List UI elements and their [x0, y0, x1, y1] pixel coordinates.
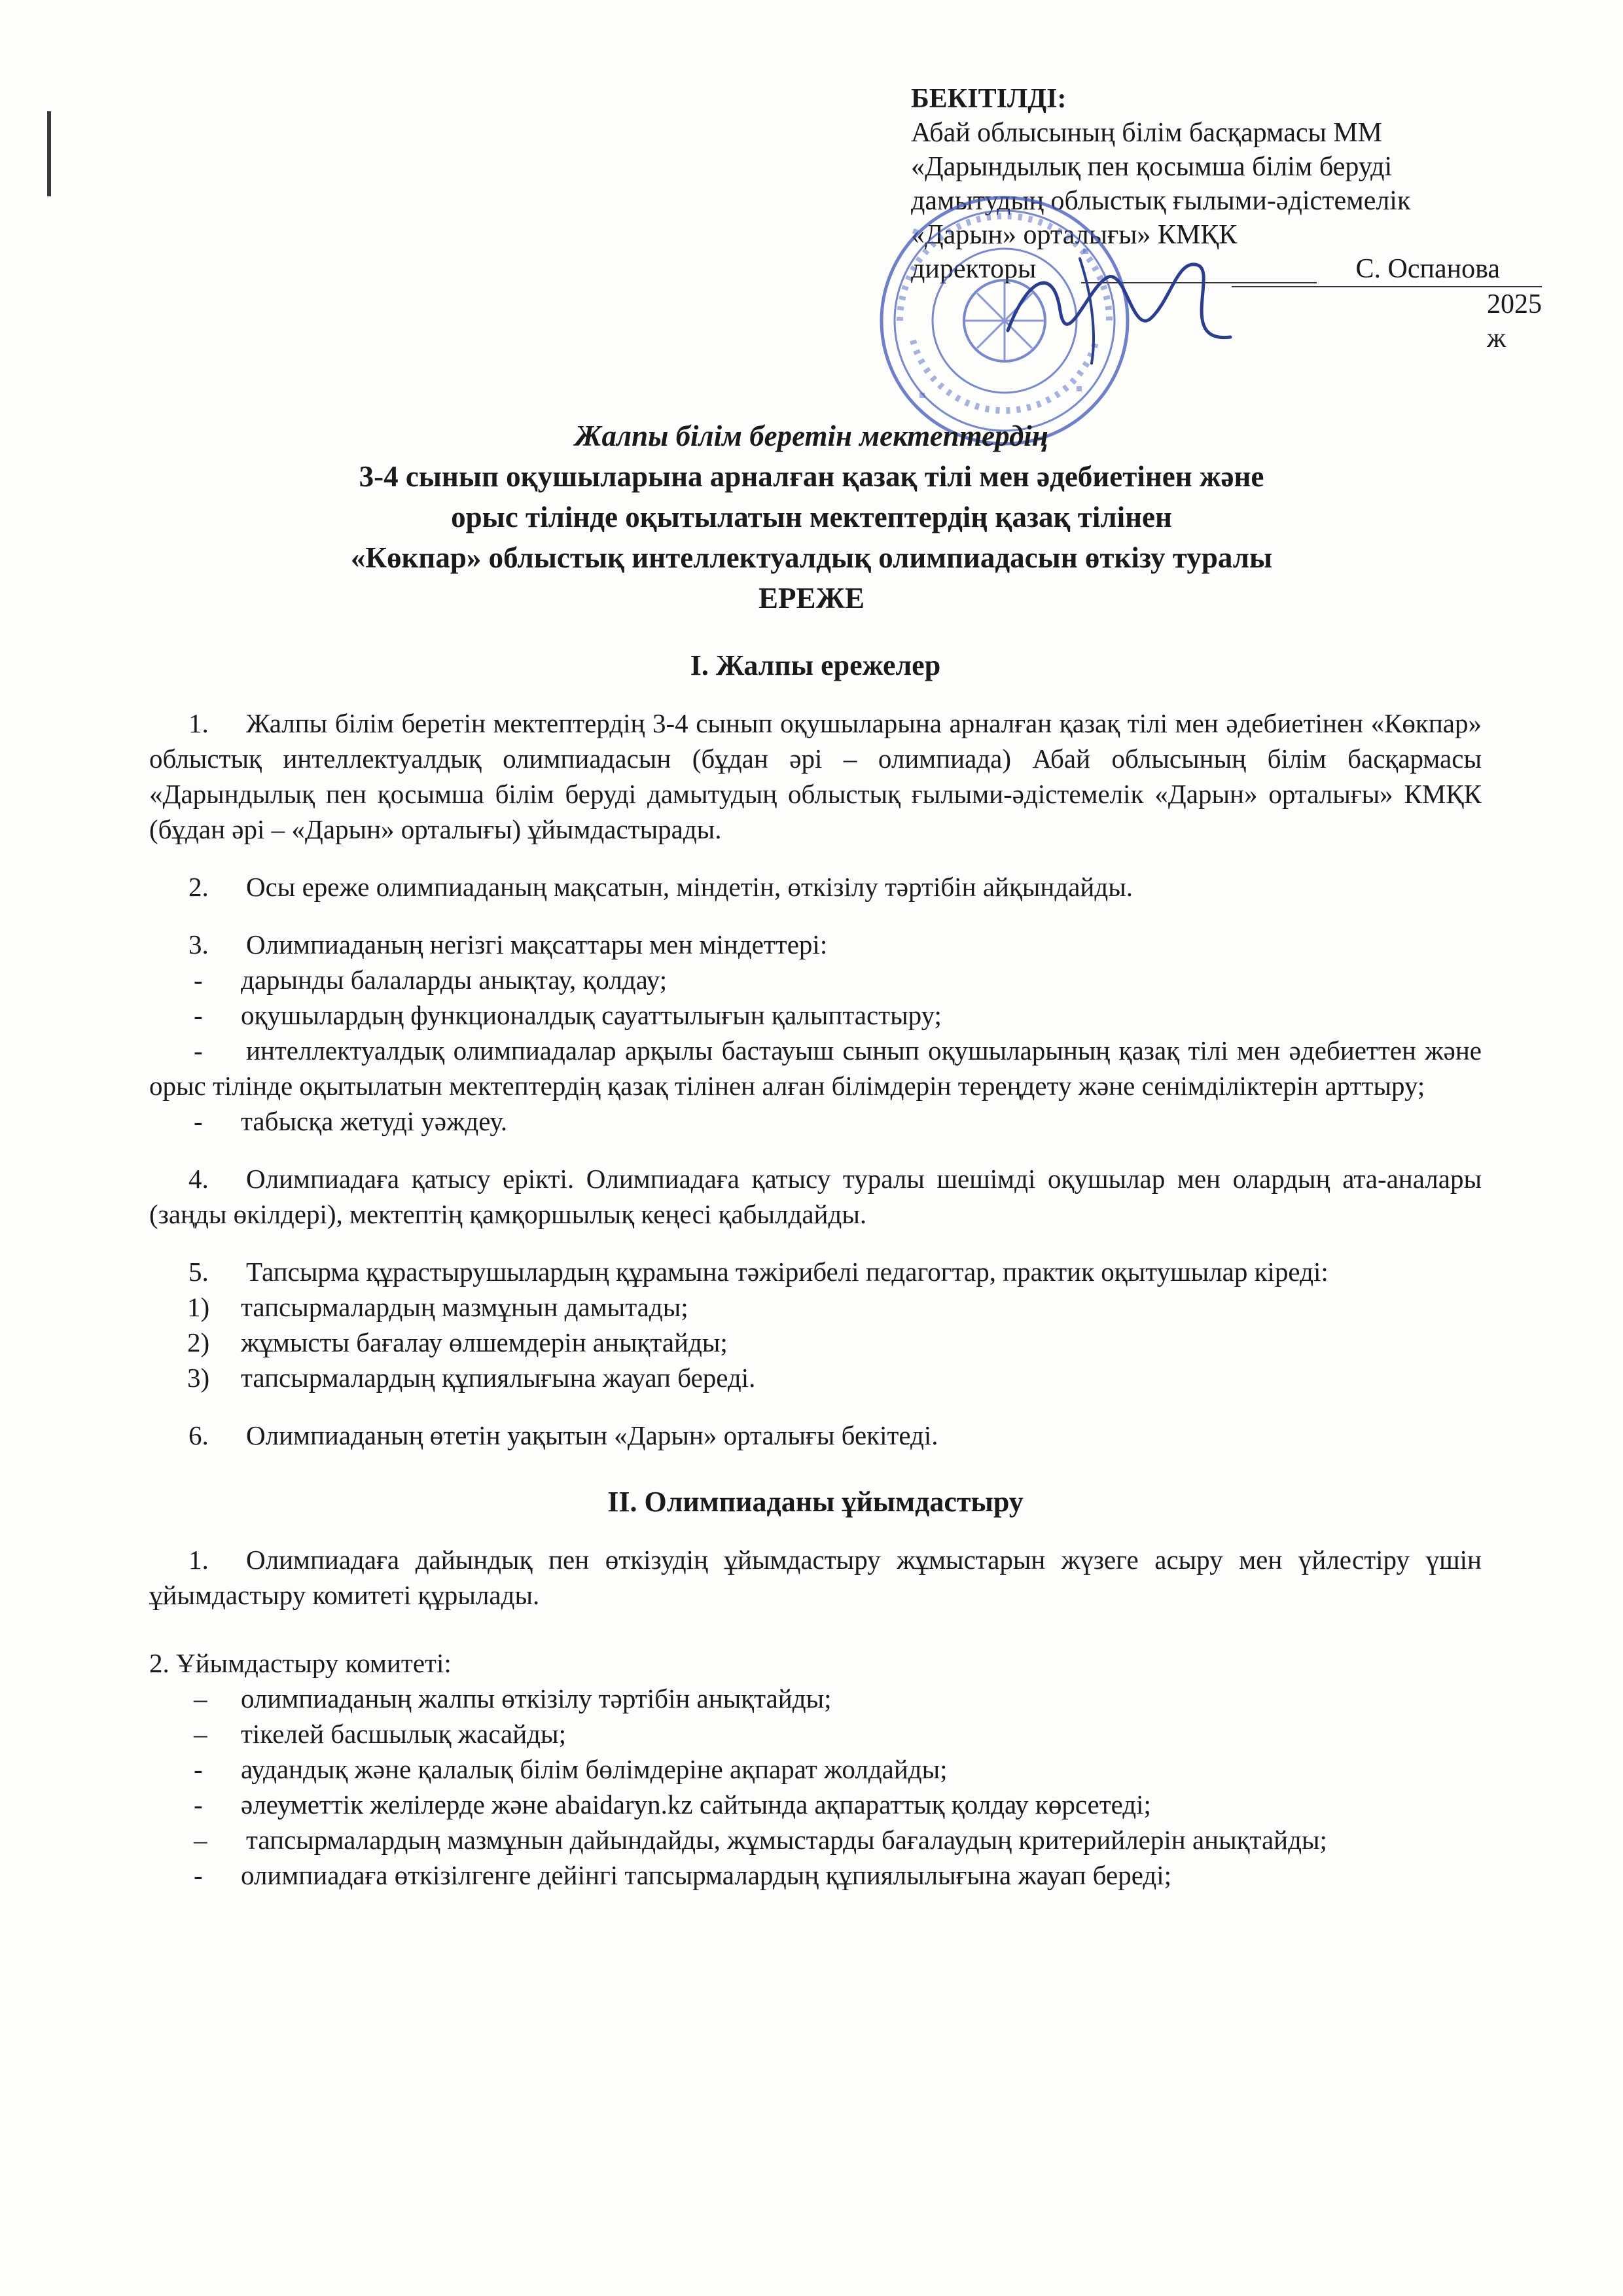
approval-heading: БЕКІТІЛДІ:: [911, 84, 1067, 114]
approval-line-2: «Дарындылық пен қосымша білім беруді: [911, 152, 1393, 182]
s2-p1-number: 1.: [188, 1545, 209, 1575]
list-item: - олимпиадаға өткізілгенге дейінгі тапсырмалардың құпиялылығына жауап береді;: [194, 1860, 1171, 1890]
s1-paragraph-3: [149, 927, 1482, 962]
s1-p3-text: Олимпиаданың негізгі мақсаттары мен міндеттері:: [246, 929, 828, 960]
s1-paragraph-5: [149, 1254, 1482, 1289]
s1-p5-text: Тапсырма құрастырушылардың құрамына тәжірибелі педагогтар, практик оқытушылар кіреді:: [246, 1257, 1329, 1287]
title-line-1: Жалпы білім беретін мектептердің: [575, 420, 1048, 452]
s2-paragraph-2: 2. Ұйымдастыру комитеті:: [149, 1648, 452, 1678]
s1-paragraph-6: [149, 1418, 1482, 1453]
s1-p2-text: Осы ереже олимпиаданың мақсатын, міндетін, өткізілу тәртібін айқындайды.: [246, 872, 1133, 902]
s1-paragraph-2: [149, 869, 1482, 905]
title-line-2: 3-4 сынып оқушыларына арналған қазақ тілі мен әдебиетінен және: [359, 460, 1264, 493]
s1-p4-number: 4.: [188, 1164, 209, 1194]
scan-mark: [47, 111, 51, 196]
approval-line-3: дамытудың облыстық ғылыми-әдістемелік: [911, 186, 1411, 216]
s1-p5-number: 5.: [188, 1257, 209, 1287]
director-label: директоры: [911, 254, 1037, 284]
s1-p6-text: Олимпиаданың өтетін уақытын «Дарын» орталығы бекітеді.: [246, 1420, 938, 1450]
document-title: [0, 416, 1623, 619]
s1-p4-text: Олимпиадаға қатысу ерікті. Олимпиадаға қатысу туралы шешімді оқушылар мен олардың ата-аналары (заңды өкілдері), мектептің қамқоршылық кеңесі қабылдайды.: [149, 1164, 1482, 1229]
list-item: - интеллектуалдық олимпиадалар арқылы бастауыш сынып оқушыларының қазақ тілі мен әдебиеттен және орыс тілінде оқытылатын мектептердің қазақ тілінен алған білімдерін тереңдету және сенімділіктерін арттыру;: [149, 1035, 1482, 1101]
list-item: - оқушылардың функционалдық сауаттылығын қалыптастыру;: [194, 1000, 942, 1030]
list-item: - дарынды балаларды анықтау, қолдау;: [194, 965, 668, 995]
s1-p1-number: 1.: [188, 708, 209, 738]
title-line-5: ЕРЕЖЕ: [758, 582, 865, 615]
s1-p3-number: 3.: [188, 929, 209, 960]
title-line-3: орыс тілінде оқытылатын мектептердің қазақ тілінен: [451, 501, 1172, 533]
s1-p6-number: 6.: [188, 1420, 209, 1450]
document-body: [149, 648, 1482, 1893]
approval-year: 2025 ж: [1232, 286, 1542, 355]
list-item: - әлеуметтік желілерде және abaidaryn.kz сайтында ақпараттық қолдау көрсетеді;: [194, 1789, 1151, 1820]
approval-line-1: Абай облысының білім басқармасы ММ: [911, 118, 1383, 148]
section-1-heading: І. Жалпы ережелер: [690, 649, 941, 681]
s2-paragraph-1: [149, 1542, 1482, 1613]
list-item: 3) тапсырмалардың құпиялығына жауап береді.: [187, 1363, 756, 1393]
director-name: С. Оспанова: [1355, 254, 1500, 284]
list-item: – тікелей басшылық жасайды;: [194, 1719, 566, 1749]
director-signature: [982, 239, 1257, 370]
list-item: - табысқа жетуді уәждеу.: [194, 1106, 508, 1136]
list-item: – олимпиаданың жалпы өткізілу тәртібін анықтайды;: [194, 1683, 832, 1713]
approval-line-4: «Дарын» орталығы» КМҚК: [911, 220, 1238, 250]
title-line-4: «Көкпар» облыстық интеллектуалдық олимпиадасын өткізу туралы: [350, 541, 1273, 574]
s1-p1-text: Жалпы білім беретін мектептердің 3-4 сынып оқушыларына арналған қазақ тілі мен әдебиетінен «Көкпар» облыстық интеллектуалдық олимпиадасын (бұдан әрі – олимпиада) Абай облысының білім басқармасы «Дарындылық пен қосымша білім беруді дамытудың облыстық ғылыми-әдістемелік «Дарын» орталығы» КМҚК (бұдан әрі – «Дарын» орталығы) ұйымдастырады.: [149, 708, 1482, 844]
list-item: 1) тапсырмалардың мазмұнын дамытады;: [187, 1292, 688, 1322]
s1-p2-number: 2.: [188, 872, 209, 902]
s1-paragraph-1: [149, 706, 1482, 847]
list-item: – тапсырмалардың мазмұнын дайындайды, жұмыстарды бағалаудың критерийлерін анықтайды;: [194, 1825, 1327, 1855]
section-2-heading: ІІ. Олимпиаданы ұйымдастыру: [607, 1486, 1024, 1518]
list-item: - аудандық және қалалық білім бөлімдеріне ақпарат жолдайды;: [194, 1754, 948, 1784]
list-item: 2) жұмысты бағалау өлшемдерін анықтайды;: [187, 1327, 728, 1357]
s1-paragraph-4: [149, 1161, 1482, 1232]
s2-p1-text: Олимпиадаға дайындық пен өткізудің ұйымдастыру жұмыстарын жүзеге асыру мен үйлестіру үшін ұйымдастыру комитеті құрылады.: [149, 1545, 1482, 1610]
